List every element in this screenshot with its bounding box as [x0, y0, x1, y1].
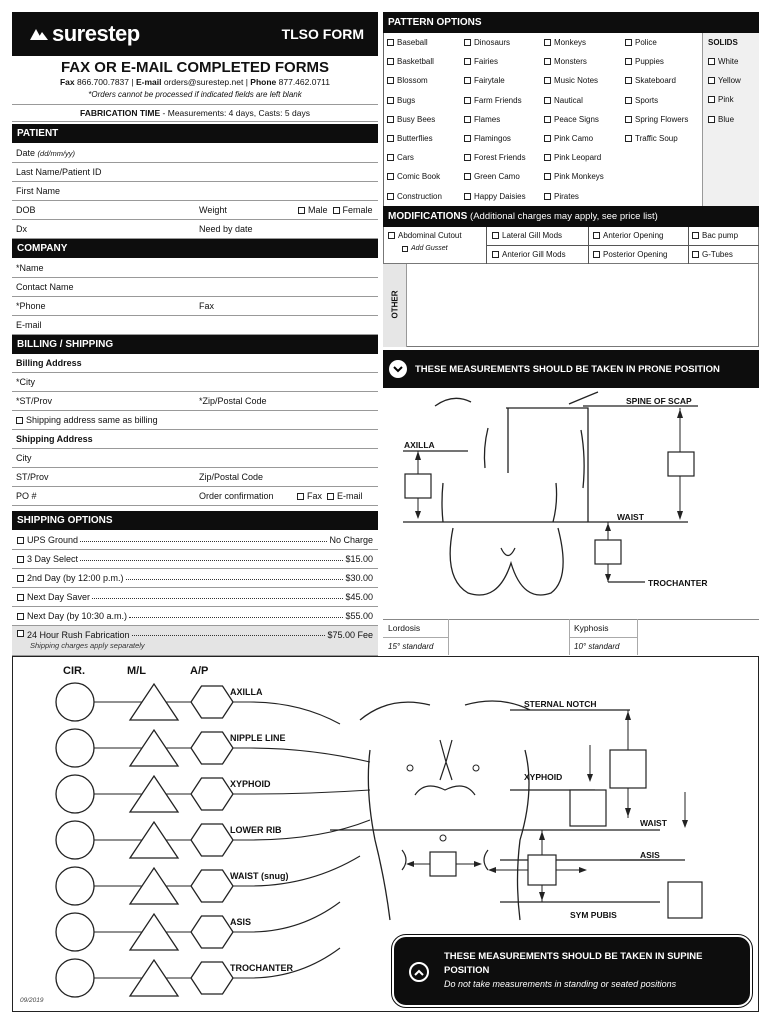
shipping-option[interactable]: 24 Hour Rush Fabrication $75.00 Fee — [12, 626, 378, 656]
shipping-st-field[interactable]: ST/Prov Zip/Postal Code — [12, 468, 378, 487]
cir-input[interactable] — [56, 729, 94, 767]
pattern-option[interactable]: Pink Leopard — [544, 153, 601, 162]
pattern-option[interactable]: Fairytale — [464, 76, 505, 85]
supine-waist-label: WAIST — [640, 818, 667, 828]
date-code: 09/2019 — [20, 997, 44, 1004]
kyphosis-input[interactable] — [639, 620, 757, 654]
cir-input[interactable] — [56, 959, 94, 997]
supine-note: Do not take measurements in standing or seated positions — [444, 979, 677, 989]
ml-column-heading: M/L — [127, 665, 146, 677]
pattern-option[interactable]: Bugs — [387, 96, 415, 105]
pattern-option[interactable]: Butterflies — [387, 134, 433, 143]
pattern-heading: PATTERN OPTIONS — [383, 12, 759, 33]
anterior-gill-checkbox[interactable]: Anterior Gill Mods — [492, 250, 566, 259]
lordosis-standard: 15° standard — [388, 642, 434, 651]
bac-pump-checkbox[interactable]: Bac pump — [692, 231, 738, 240]
prone-trochanter-label: TROCHANTER — [648, 578, 708, 588]
cir-input[interactable] — [56, 821, 94, 859]
solid-option[interactable]: White — [708, 57, 738, 66]
pattern-option[interactable]: Cars — [387, 153, 414, 162]
shipping-note: Shipping charges apply separately — [30, 641, 145, 650]
ap-input[interactable] — [191, 870, 233, 902]
supine-shape-grid — [40, 680, 380, 1000]
male-checkbox[interactable]: Male — [298, 205, 328, 215]
pattern-option[interactable]: Happy Daisies — [464, 192, 526, 201]
shipping-option[interactable]: Next Day (by 10:30 a.m.) $55.00 — [12, 607, 378, 626]
pattern-option[interactable]: Peace Signs — [544, 115, 599, 124]
ap-column-heading: A/P — [190, 665, 209, 677]
billing-heading: BILLING / SHIPPING — [12, 335, 378, 354]
date-field[interactable]: Date (dd/mm/yy) — [12, 144, 378, 163]
g-tubes-checkbox[interactable]: G-Tubes — [692, 250, 733, 259]
pattern-option[interactable]: Dinosaurs — [464, 38, 510, 47]
spine-of-scap-label: SPINE OF SCAP — [626, 396, 692, 406]
company-phone-field[interactable]: *Phone Fax — [12, 297, 378, 316]
modifications-heading: MODIFICATIONS (Additional charges may apply, see price list) — [383, 206, 759, 227]
fax-title: FAX OR E-MAIL COMPLETED FORMS — [60, 59, 330, 76]
other-field[interactable] — [383, 264, 759, 347]
pattern-option[interactable]: Pirates — [544, 192, 579, 201]
shipping-option[interactable]: UPS Ground No Charge — [12, 531, 378, 550]
chevron-down-icon — [389, 360, 407, 378]
supine-xyphoid-label: XYPHOID — [524, 772, 563, 782]
solid-option[interactable]: Blue — [708, 115, 734, 124]
pattern-option[interactable]: Police — [625, 38, 657, 47]
pattern-option[interactable]: Blossom — [387, 76, 428, 85]
pattern-option[interactable]: Basketball — [387, 57, 434, 66]
form-title: TLSO FORM — [281, 26, 364, 42]
level-label: WAIST (snug) — [230, 871, 289, 881]
cir-input[interactable] — [56, 683, 94, 721]
pattern-option[interactable]: Puppies — [625, 57, 664, 66]
ap-input[interactable] — [191, 824, 233, 856]
solid-option[interactable]: Yellow — [708, 76, 741, 85]
pattern-option[interactable]: Baseball — [387, 38, 428, 47]
shipping-address-label: Shipping Address — [12, 430, 378, 449]
company-heading: COMPANY — [12, 239, 378, 258]
patient-heading: PATIENT — [12, 124, 378, 143]
pattern-option[interactable]: Nautical — [544, 96, 583, 105]
level-label: XYPHOID — [230, 779, 271, 789]
dx-field[interactable]: Dx Need by date — [12, 220, 378, 239]
dob-field[interactable]: DOB Weight Male Female — [12, 201, 378, 220]
level-label: ASIS — [230, 917, 252, 927]
company-email-field[interactable]: E-mail — [12, 316, 378, 335]
pattern-option[interactable]: Busy Bees — [387, 115, 435, 124]
cir-column-heading: CIR. — [63, 665, 85, 677]
posterior-opening-checkbox[interactable]: Posterior Opening — [593, 250, 667, 259]
sternal-notch-label: STERNAL NOTCH — [524, 699, 597, 709]
level-label: TROCHANTER — [230, 963, 293, 973]
shipping-heading: SHIPPING OPTIONS — [12, 511, 378, 530]
company-name-field[interactable]: *Name — [12, 259, 378, 278]
cir-input[interactable] — [56, 775, 94, 813]
contact-line: Fax 866.700.7837 | E-mail orders@surestep.net | Phone 877.462.0711 — [59, 77, 331, 87]
confirm-email-checkbox[interactable]: E-mail — [327, 491, 363, 501]
prone-waist-label: WAIST — [617, 512, 644, 522]
pattern-option[interactable]: Traffic Soup — [625, 134, 678, 143]
confirm-fax-checkbox[interactable]: Fax — [297, 491, 322, 501]
level-leader-line — [250, 902, 340, 932]
logo-icon — [30, 28, 48, 40]
supine-asis-label: ASIS — [640, 850, 660, 860]
ap-input[interactable] — [191, 916, 233, 948]
shipping-option[interactable]: 2nd Day (by 12:00 p.m.) $30.00 — [12, 569, 378, 588]
ap-input[interactable] — [191, 686, 233, 718]
pattern-option[interactable]: Pink Camo — [544, 134, 593, 143]
level-label: LOWER RIB — [230, 825, 282, 835]
required-note: *Orders cannot be processed if indicated fields are left blank — [88, 90, 302, 99]
chevron-up-icon — [409, 962, 429, 982]
cir-input[interactable] — [56, 867, 94, 905]
shipping-city-field[interactable]: City — [12, 449, 378, 468]
pattern-option[interactable]: Flamingos — [464, 134, 511, 143]
abdominal-cutout-checkbox[interactable]: Abdominal Cutout — [388, 231, 462, 240]
solids-heading: SOLIDS — [708, 38, 738, 47]
level-label: NIPPLE LINE — [230, 733, 286, 743]
fabrication-time: FABRICATION TIME - Measurements: 4 days, Casts: 5 days — [12, 104, 378, 122]
pattern-option[interactable]: Sports — [625, 96, 658, 105]
pattern-option[interactable]: Monkeys — [544, 38, 586, 47]
ap-input[interactable] — [191, 732, 233, 764]
add-gusset-checkbox[interactable]: Add Gusset — [402, 245, 448, 252]
level-label: AXILLA — [230, 687, 263, 697]
supine-heading: THESE MEASUREMENTS SHOULD BE TAKEN IN SUPINE POSITION — [444, 951, 703, 976]
anterior-opening-checkbox[interactable]: Anterior Opening — [593, 231, 663, 240]
other-label: OTHER — [390, 290, 400, 319]
level-leader-line — [250, 948, 340, 978]
prone-heading: THESE MEASUREMENTS SHOULD BE TAKEN IN PRONE POSITION — [383, 350, 759, 388]
pattern-option[interactable]: Farm Friends — [464, 96, 522, 105]
billing-city-field[interactable]: *City — [12, 373, 378, 392]
same-as-billing-checkbox[interactable]: Shipping address same as billing — [12, 411, 378, 430]
lordosis-input[interactable] — [450, 620, 568, 654]
prone-axilla-label: AXILLA — [404, 440, 435, 450]
kyphosis-standard: 10° standard — [574, 642, 620, 651]
ap-input[interactable] — [191, 778, 233, 810]
shipping-option[interactable]: Next Day Saver $45.00 — [12, 588, 378, 607]
kyphosis-label: Kyphosis — [574, 623, 609, 633]
shipping-option[interactable]: 3 Day Select $15.00 — [12, 550, 378, 569]
cir-input[interactable] — [56, 913, 94, 951]
pattern-option[interactable]: Flames — [464, 115, 500, 124]
contact-name-field[interactable]: Contact Name — [12, 278, 378, 297]
brand-header — [12, 12, 378, 56]
lordosis-label: Lordosis — [388, 623, 421, 633]
ap-input[interactable] — [191, 962, 233, 994]
pattern-option[interactable]: Music Notes — [544, 76, 598, 85]
pattern-option[interactable]: Green Camo — [464, 172, 520, 181]
pattern-option[interactable]: Pink Monkeys — [544, 172, 604, 181]
billing-st-field[interactable]: *ST/Prov *Zip/Postal Code — [12, 392, 378, 411]
pattern-option[interactable]: Monsters — [544, 57, 587, 66]
level-leader-line — [250, 702, 340, 724]
brand-logo: surestep — [30, 21, 140, 47]
sym-pubis-label: SYM PUBIS — [570, 910, 617, 920]
pattern-option[interactable]: Forest Friends — [464, 153, 526, 162]
supine-body-diagram — [330, 680, 740, 930]
last-name-field[interactable]: Last Name/Patient ID — [12, 163, 378, 182]
pattern-option[interactable]: Fairies — [464, 57, 498, 66]
solid-option[interactable]: Pink — [708, 95, 734, 104]
po-field[interactable]: PO # Order confirmation Fax E-mail — [12, 487, 378, 506]
pattern-option[interactable]: Comic Book — [387, 172, 440, 181]
pattern-option[interactable]: Construction — [387, 192, 442, 201]
pattern-option[interactable]: Skateboard — [625, 76, 676, 85]
first-name-field[interactable]: First Name — [12, 182, 378, 201]
billing-address-label: Billing Address — [12, 354, 378, 373]
pattern-option[interactable]: Spring Flowers — [625, 115, 688, 124]
lateral-gill-checkbox[interactable]: Lateral Gill Mods — [492, 231, 562, 240]
female-checkbox[interactable]: Female — [333, 205, 373, 215]
